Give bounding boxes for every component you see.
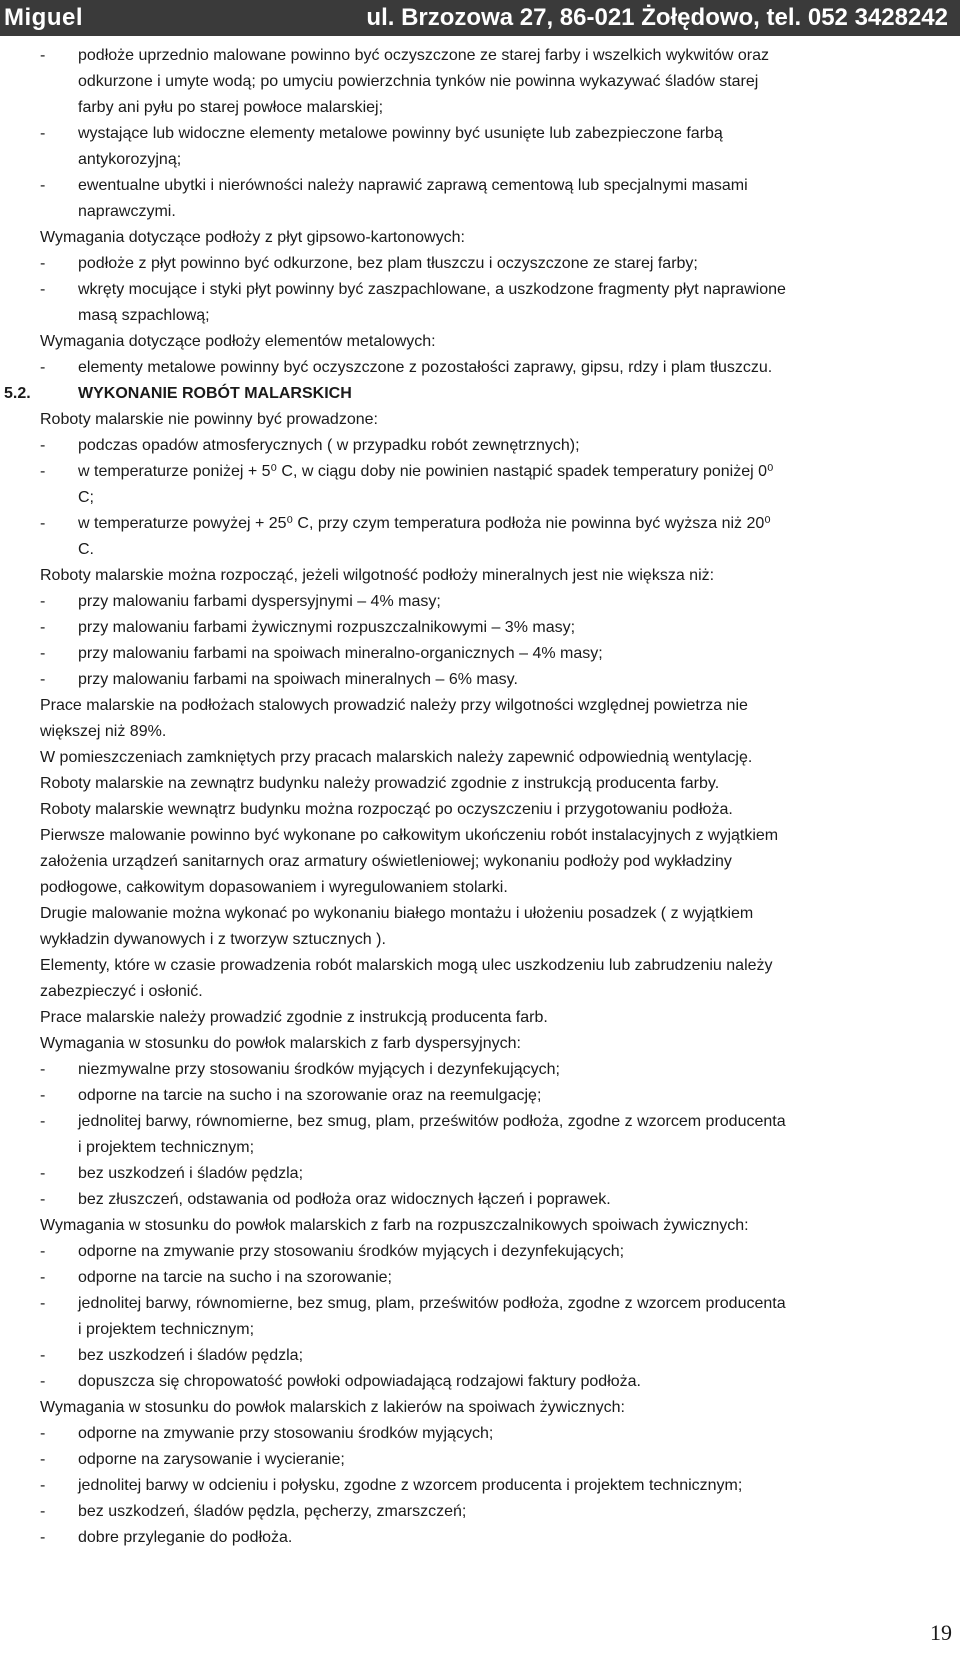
- paragraph-text: Pierwsze malowanie powinno być wykonane po całkowitym ukończeniu robót instalacyjnych z wyjątkiem: [40, 827, 779, 844]
- bullet-dash: -: [40, 437, 46, 454]
- bullet-continuation: [0, 537, 960, 563]
- bullet-dash: -: [40, 645, 46, 662]
- paragraph-text: Prace malarskie na podłożach stalowych prowadzić należy przy wilgotności względnej powietrza nie: [40, 697, 748, 714]
- paragraph-text: Roboty malarskie nie powinny być prowadzone:: [40, 411, 378, 428]
- paragraph-line: [0, 1031, 960, 1057]
- bullet-text: jednolitej barwy, równomierne, bez smug, plam, prześwitów podłoża, zgodne z wzorcem producenta: [78, 1113, 786, 1130]
- paragraph-text: założenia urządzeń sanitarnych oraz armatury oświetleniowej; wykonaniu podłoży pod wykładziny: [40, 853, 732, 870]
- bullet-text: podłoże z płyt powinno być odkurzone, bez plam tłuszczu i oczyszczone ze starej farby;: [78, 255, 698, 272]
- bullet-item: [0, 1109, 960, 1135]
- bullet-continuation: [0, 69, 960, 95]
- bullet-dash: -: [40, 1477, 46, 1494]
- paragraph-line: [0, 225, 960, 251]
- section-number: 5.2.: [4, 385, 31, 402]
- bullet-text: odporne na zarysowanie i wycieranie;: [78, 1451, 345, 1468]
- bullet-text: elementy metalowe powinny być oczyszczone z pozostałości zaprawy, gipsu, rdzy i plam tłuszczu.: [78, 359, 773, 376]
- bullet-item: [0, 589, 960, 615]
- bullet-dash: -: [40, 1425, 46, 1442]
- bullet-continuation-text: naprawczymi.: [78, 203, 176, 220]
- bullet-item: [0, 1369, 960, 1395]
- bullet-item: [0, 43, 960, 69]
- page-header: [0, 0, 960, 36]
- paragraph-text: Elementy, które w czasie prowadzenia robót malarskich mogą ulec uszkodzeniu lub zabrudzeniu należy: [40, 957, 773, 974]
- paragraph-line: [0, 771, 960, 797]
- bullet-dash: -: [40, 463, 46, 480]
- paragraph-line: [0, 797, 960, 823]
- paragraph-line: [0, 979, 960, 1005]
- paragraph-text: wykładzin dywanowych i z tworzyw sztucznych ).: [40, 931, 386, 948]
- bullet-dash: -: [40, 255, 46, 272]
- bullet-continuation-text: C.: [78, 541, 94, 558]
- paragraph-text: zabezpieczyć i osłonić.: [40, 983, 203, 1000]
- bullet-text: przy malowaniu farbami dyspersyjnymi – 4% masy;: [78, 593, 441, 610]
- bullet-text: jednolitej barwy w odcieniu i połysku, zgodne z wzorcem producenta i projektem technicznym;: [78, 1477, 743, 1494]
- bullet-continuation-text: C;: [78, 489, 94, 506]
- bullet-text: bez uszkodzeń, śladów pędzla, pęcherzy, zmarszczeń;: [78, 1503, 467, 1520]
- bullet-item: [0, 615, 960, 641]
- bullet-dash: -: [40, 671, 46, 688]
- paragraph-text: Prace malarskie należy prowadzić zgodnie z instrukcją producenta farb.: [40, 1009, 548, 1026]
- paragraph-line: [0, 1213, 960, 1239]
- bullet-continuation: [0, 147, 960, 173]
- bullet-item: [0, 1473, 960, 1499]
- bullet-dash: -: [40, 1191, 46, 1208]
- bullet-text: w temperaturze powyżej + 25⁰ C, przy czym temperatura podłoża nie powinna być wyższa niż 20⁰: [78, 515, 771, 532]
- bullet-item: [0, 433, 960, 459]
- header-address: ul. Brzozowa 27, 86-021 Żołędowo, tel. 052 3428242: [366, 4, 948, 31]
- bullet-item: [0, 1187, 960, 1213]
- paragraph-line: [0, 875, 960, 901]
- paragraph-text: Roboty malarskie na zewnątrz budynku należy prowadzić zgodnie z instrukcją producenta farby.: [40, 775, 720, 792]
- bullet-text: wystające lub widoczne elementy metalowe powinny być usunięte lub zabezpieczone farbą: [78, 125, 723, 142]
- bullet-item: [0, 511, 960, 537]
- bullet-text: odporne na zmywanie przy stosowaniu środków myjących;: [78, 1425, 494, 1442]
- bullet-dash: -: [40, 1165, 46, 1182]
- paragraph-text: Wymagania dotyczące podłoży z płyt gipsowo-kartonowych:: [40, 229, 465, 246]
- page-number: 19: [930, 1620, 952, 1645]
- paragraph-text: podłogowe, całkowitym dopasowaniem i wyregulowaniem stolarki.: [40, 879, 508, 896]
- bullet-dash: -: [40, 1373, 46, 1390]
- bullet-text: jednolitej barwy, równomierne, bez smug, plam, prześwitów podłoża, zgodne z wzorcem producenta: [78, 1295, 786, 1312]
- bullet-text: niezmywalne przy stosowaniu środków myjących i dezynfekujących;: [78, 1061, 560, 1078]
- paragraph-text: Drugie malowanie można wykonać po wykonaniu białego montażu i ułożeniu posadzek ( z wyjątkiem: [40, 905, 754, 922]
- bullet-dash: -: [40, 515, 46, 532]
- bullet-text: odporne na tarcie na sucho i na szorowanie;: [78, 1269, 392, 1286]
- bullet-item: [0, 1239, 960, 1265]
- bullet-continuation-text: i projektem technicznym;: [78, 1321, 255, 1338]
- paragraph-line: [0, 901, 960, 927]
- bullet-text: w temperaturze poniżej + 5⁰ C, w ciągu doby nie powinien nastąpić spadek temperatury poniżej 0⁰: [78, 463, 774, 480]
- bullet-continuation-text: masą szpachlową;: [78, 307, 210, 324]
- bullet-continuation: [0, 95, 960, 121]
- bullet-continuation: [0, 199, 960, 225]
- bullet-dash: -: [40, 1113, 46, 1130]
- bullet-item: [0, 1525, 960, 1551]
- bullet-text: dopuszcza się chropowatość powłoki odpowiadającą rodzajowi faktury podłoża.: [78, 1373, 641, 1390]
- paragraph-line: [0, 953, 960, 979]
- paragraph-line: [0, 927, 960, 953]
- bullet-item: [0, 173, 960, 199]
- bullet-item: [0, 459, 960, 485]
- bullet-dash: -: [40, 125, 46, 142]
- bullet-text: przy malowaniu farbami na spoiwach mineralno-organicznych – 4% masy;: [78, 645, 603, 662]
- paragraph-text: Wymagania dotyczące podłoży elementów metalowych:: [40, 333, 436, 350]
- bullet-dash: -: [40, 359, 46, 376]
- bullet-continuation: [0, 303, 960, 329]
- paragraph-line: [0, 823, 960, 849]
- bullet-continuation-text: antykorozyjną;: [78, 151, 182, 168]
- bullet-dash: -: [40, 1451, 46, 1468]
- bullet-text: dobre przyleganie do podłoża.: [78, 1529, 293, 1546]
- bullet-item: [0, 355, 960, 381]
- bullet-item: [0, 1265, 960, 1291]
- paragraph-text: W pomieszczeniach zamkniętych przy pracach malarskich należy zapewnić odpowiednią wentylację.: [40, 749, 753, 766]
- bullet-item: [0, 667, 960, 693]
- paragraph-line: [0, 719, 960, 745]
- bullet-item: [0, 1291, 960, 1317]
- bullet-item: [0, 251, 960, 277]
- paragraph-line: [0, 1005, 960, 1031]
- bullet-item: [0, 1499, 960, 1525]
- bullet-text: ewentualne ubytki i nierówności należy naprawić zaprawą cementową lub specjalnymi masami: [78, 177, 748, 194]
- bullet-text: przy malowaniu farbami na spoiwach mineralnych – 6% masy.: [78, 671, 518, 688]
- bullet-text: przy malowaniu farbami żywicznymi rozpuszczalnikowymi – 3% masy;: [78, 619, 576, 636]
- bullet-continuation: [0, 485, 960, 511]
- bullet-dash: -: [40, 177, 46, 194]
- paragraph-text: Wymagania w stosunku do powłok malarskich z lakierów na spoiwach żywicznych:: [40, 1399, 625, 1416]
- paragraph-text: większej niż 89%.: [40, 723, 167, 740]
- header-company-name: Miguel: [4, 4, 83, 31]
- bullet-dash: -: [40, 281, 46, 298]
- bullet-dash: -: [40, 1295, 46, 1312]
- bullet-dash: -: [40, 47, 46, 64]
- bullet-text: podczas opadów atmosferycznych ( w przypadku robót zewnętrznych);: [78, 437, 580, 454]
- paragraph-text: Roboty malarskie wewnątrz budynku można rozpocząć po oczyszczeniu i przygotowaniu podłoża.: [40, 801, 733, 818]
- bullet-item: [0, 641, 960, 667]
- bullet-dash: -: [40, 1347, 46, 1364]
- bullet-item: [0, 1161, 960, 1187]
- paragraph-text: Wymagania w stosunku do powłok malarskich z farb dyspersyjnych:: [40, 1035, 521, 1052]
- bullet-item: [0, 1343, 960, 1369]
- bullet-text: odporne na zmywanie przy stosowaniu środków myjących i dezynfekujących;: [78, 1243, 625, 1260]
- bullet-continuation: [0, 1135, 960, 1161]
- bullet-text: wkręty mocujące i styki płyt powinny być zaszpachlowane, a uszkodzone fragmenty płyt naprawione: [78, 281, 786, 298]
- bullet-dash: -: [40, 1087, 46, 1104]
- section-heading: [0, 381, 960, 407]
- bullet-item: [0, 1083, 960, 1109]
- bullet-item: [0, 277, 960, 303]
- bullet-item: [0, 121, 960, 147]
- section-title: WYKONANIE ROBÓT MALARSKICH: [78, 385, 352, 402]
- bullet-dash: -: [40, 1061, 46, 1078]
- bullet-item: [0, 1421, 960, 1447]
- bullet-text: odporne na tarcie na sucho i na szorowanie oraz na reemulgację;: [78, 1087, 542, 1104]
- bullet-item: [0, 1447, 960, 1473]
- bullet-text: bez uszkodzeń i śladów pędzla;: [78, 1165, 304, 1182]
- bullet-dash: -: [40, 593, 46, 610]
- paragraph-text: Wymagania w stosunku do powłok malarskich z farb na rozpuszczalnikowych spoiwach żywicznych:: [40, 1217, 749, 1234]
- bullet-continuation: [0, 1317, 960, 1343]
- paragraph-line: [0, 849, 960, 875]
- bullet-text: podłoże uprzednio malowane powinno być oczyszczone ze starej farby i wszelkich wykwitów oraz: [78, 47, 769, 64]
- bullet-continuation-text: odkurzone i umyte wodą; po umyciu powierzchnia tynków nie powinna wykazywać śladów starej: [78, 73, 759, 90]
- paragraph-line: [0, 329, 960, 355]
- bullet-continuation-text: farby ani pyłu po starej powłoce malarskiej;: [78, 99, 384, 116]
- document-body: [0, 43, 960, 1551]
- bullet-dash: -: [40, 619, 46, 636]
- bullet-dash: -: [40, 1529, 46, 1546]
- bullet-item: [0, 1057, 960, 1083]
- paragraph-line: [0, 1395, 960, 1421]
- bullet-dash: -: [40, 1503, 46, 1520]
- bullet-dash: -: [40, 1243, 46, 1260]
- bullet-text: bez uszkodzeń i śladów pędzla;: [78, 1347, 304, 1364]
- bullet-continuation-text: i projektem technicznym;: [78, 1139, 255, 1156]
- paragraph-text: Roboty malarskie można rozpocząć, jeżeli wilgotność podłoży mineralnych jest nie większa niż:: [40, 567, 715, 584]
- paragraph-line: [0, 745, 960, 771]
- bullet-text: bez złuszczeń, odstawania od podłoża oraz widocznych łączeń i poprawek.: [78, 1191, 611, 1208]
- bullet-dash: -: [40, 1269, 46, 1286]
- paragraph-line: [0, 693, 960, 719]
- paragraph-line: [0, 563, 960, 589]
- paragraph-line: [0, 407, 960, 433]
